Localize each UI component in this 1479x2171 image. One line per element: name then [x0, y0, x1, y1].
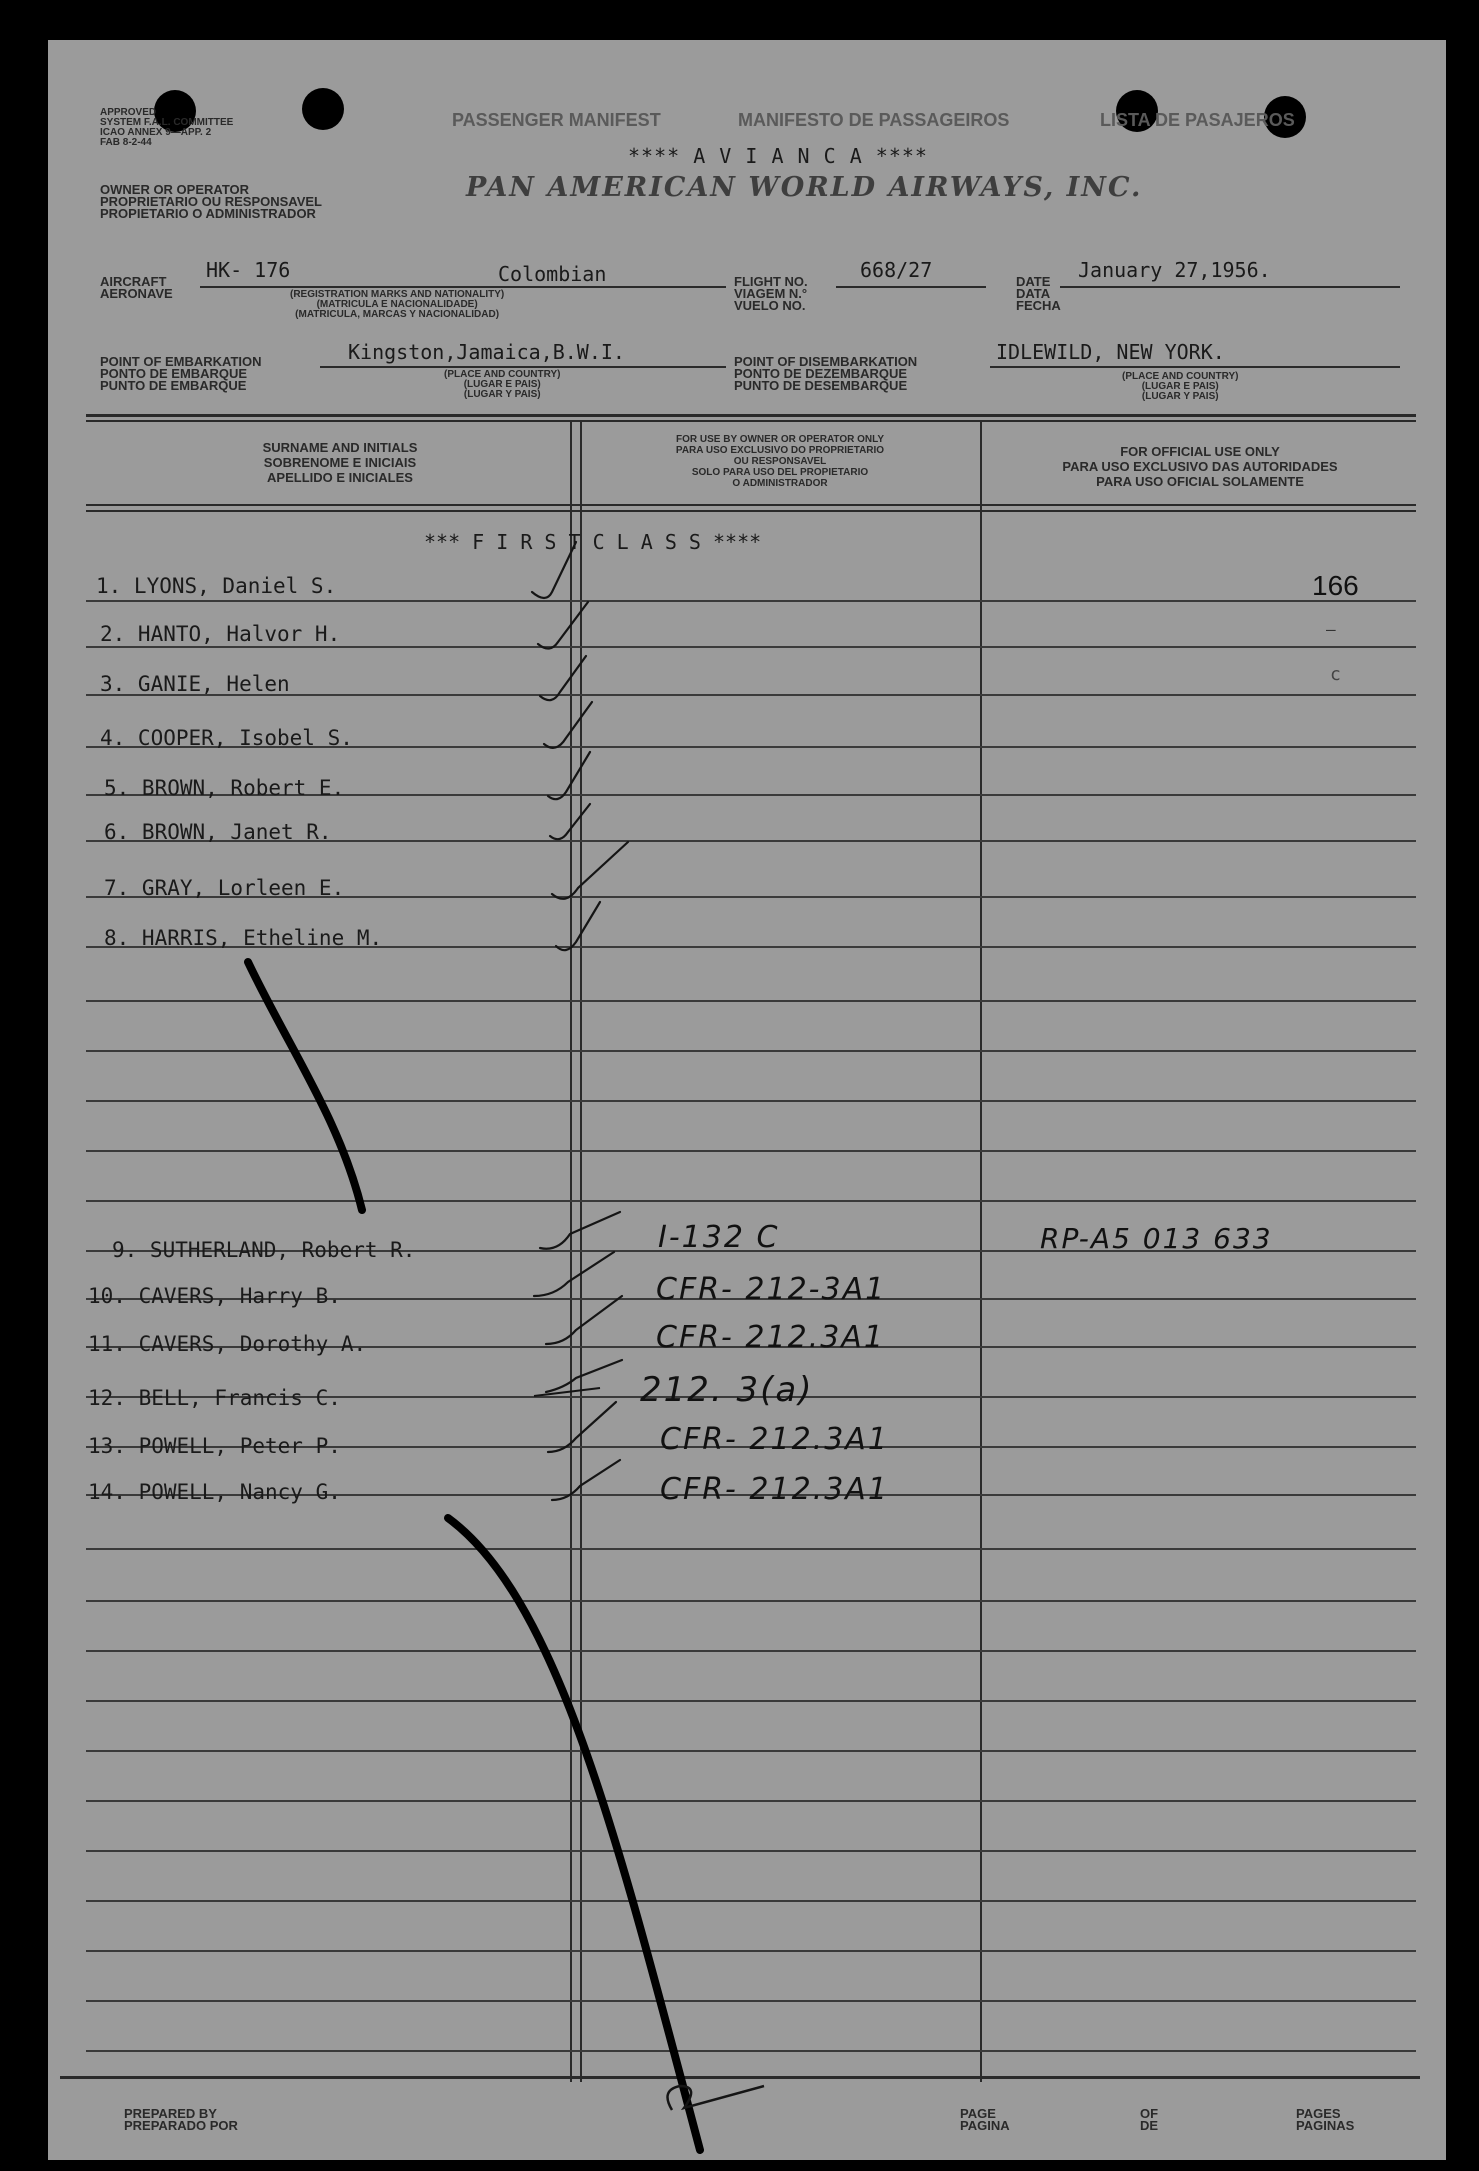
page-label: PAGE PAGINA	[960, 2106, 1010, 2133]
owner-code: CFR- 212.3A1	[660, 1422, 889, 1457]
embarkation-value: Kingston,Jamaica,B.W.I.	[348, 340, 625, 364]
passenger-name: 9. SUTHERLAND, Robert R.	[112, 1238, 416, 1262]
passenger-name: 13. POWELL, Peter P.	[88, 1434, 341, 1458]
owner-code: CFR- 212.3A1	[660, 1472, 889, 1507]
passenger-name: 2. HANTO, Halvor H.	[100, 622, 341, 646]
owner-operator-label: OWNER OR OPERATOR PROPRIETARIO OU RESPONSAVEL PROPIETARIO O ADMINISTRADOR	[100, 182, 322, 221]
owner-code: CFR- 212-3A1	[656, 1272, 887, 1307]
disembarkation-value: IDLEWILD, NEW YORK.	[996, 340, 1225, 364]
official-code: RP-A5 013 633	[1040, 1222, 1273, 1255]
passenger-name: 8. HARRIS, Etheline M.	[104, 926, 383, 950]
pages-label: PAGES PAGINAS	[1296, 2106, 1355, 2133]
prepared-by-label: PREPARED BY PREPARADO POR	[124, 2106, 238, 2133]
official-mark: c	[1330, 664, 1341, 685]
passenger-name: 10. CAVERS, Harry B.	[88, 1284, 341, 1308]
title-english: PASSENGER MANIFEST	[452, 110, 661, 130]
disembarkation-label: POINT OF DISEMBARKATION PONTO DE DEZEMBARQUE PUNTO DE DESEMBARQUE	[734, 354, 918, 393]
embarkation-sublabels: (PLACE AND COUNTRY) (LUGAR E PAIS) (LUGAR Y PAIS)	[444, 369, 561, 400]
disembarkation-sublabels: (PLACE AND COUNTRY) (LUGAR E PAIS) (LUGAR Y PAIS)	[1122, 371, 1239, 402]
operator-name: **** A V I A N C A ****	[628, 144, 928, 168]
passenger-name: 5. BROWN, Robert E.	[104, 776, 345, 800]
brand-name: PAN AMERICAN WORLD AIRWAYS, INC.	[466, 172, 1143, 203]
column-header-official-use: FOR OFFICIAL USE ONLY PARA USO EXCLUSIVO DAS AUTORIDADES PARA USO OFICIAL SOLAMENTE	[1062, 444, 1338, 489]
title-spanish: LISTA DE PASAJEROS	[1100, 110, 1295, 130]
passenger-name: 4. COOPER, Isobel S.	[100, 726, 353, 750]
passenger-name: 7. GRAY, Lorleen E.	[104, 876, 345, 900]
official-number: 166	[1312, 570, 1359, 601]
checkmarks	[532, 542, 628, 1500]
aircraft-registration: HK- 176	[206, 258, 291, 282]
embarkation-label: POINT OF EMBARKATION PONTO DE EMBARQUE PUNTO DE EMBARQUE	[100, 354, 262, 393]
title-portuguese: MANIFESTO DE PASSAGEIROS	[738, 110, 1010, 130]
column-header-surname: SURNAME AND INITIALS SOBRENOME E INICIAIS APELLIDO E INICIALES	[262, 440, 418, 485]
class-heading: *** F I R S T C L A S S ****	[424, 530, 762, 554]
owner-code: I-132 C	[658, 1220, 780, 1255]
of-label: OF DE	[1140, 2106, 1159, 2133]
flight-label: FLIGHT NO. VIAGEM N.° VUELO NO.	[734, 274, 808, 313]
owner-code: CFR- 212.3A1	[656, 1320, 885, 1355]
passenger-name: 6. BROWN, Janet R.	[104, 820, 332, 844]
passenger-name: 11. CAVERS, Dorothy A.	[88, 1332, 367, 1356]
approval-block: APPROVED SYSTEM F.A.L. COMMITTEE ICAO ANNEX 9—APP. 2 FAB 8-2-44	[100, 107, 234, 148]
aircraft-nationality: Colombian	[498, 262, 607, 286]
owner-code: 212. 3(a)	[640, 1370, 814, 1410]
date-value: January 27,1956.	[1078, 258, 1271, 282]
passenger-name: 14. POWELL, Nancy G.	[88, 1480, 341, 1504]
aircraft-label: AIRCRAFT AERONAVE	[100, 274, 173, 301]
passenger-name: 3. GANIE, Helen	[100, 672, 290, 696]
date-label: DATE DATA FECHA	[1016, 274, 1061, 313]
column-header-owner-use: FOR USE BY OWNER OR OPERATOR ONLY PARA USO EXCLUSIVO DO PROPRIETARIO OU RESPONSAVEL SOLO PARA USO DEL PROPIETARIO O ADMINISTRADOR	[675, 434, 885, 489]
aircraft-sublabels: (REGISTRATION MARKS AND NATIONALITY) (MATRICULA E NACIONALIDADE) (MATRICULA, MARCAS Y NACIONALIDAD)	[290, 289, 505, 320]
official-mark: —	[1326, 620, 1336, 639]
passenger-name: 12. BELL, Francis C.	[88, 1386, 341, 1410]
passenger-name: 1. LYONS, Daniel S.	[96, 574, 337, 598]
flight-number: 668/27	[860, 258, 933, 282]
